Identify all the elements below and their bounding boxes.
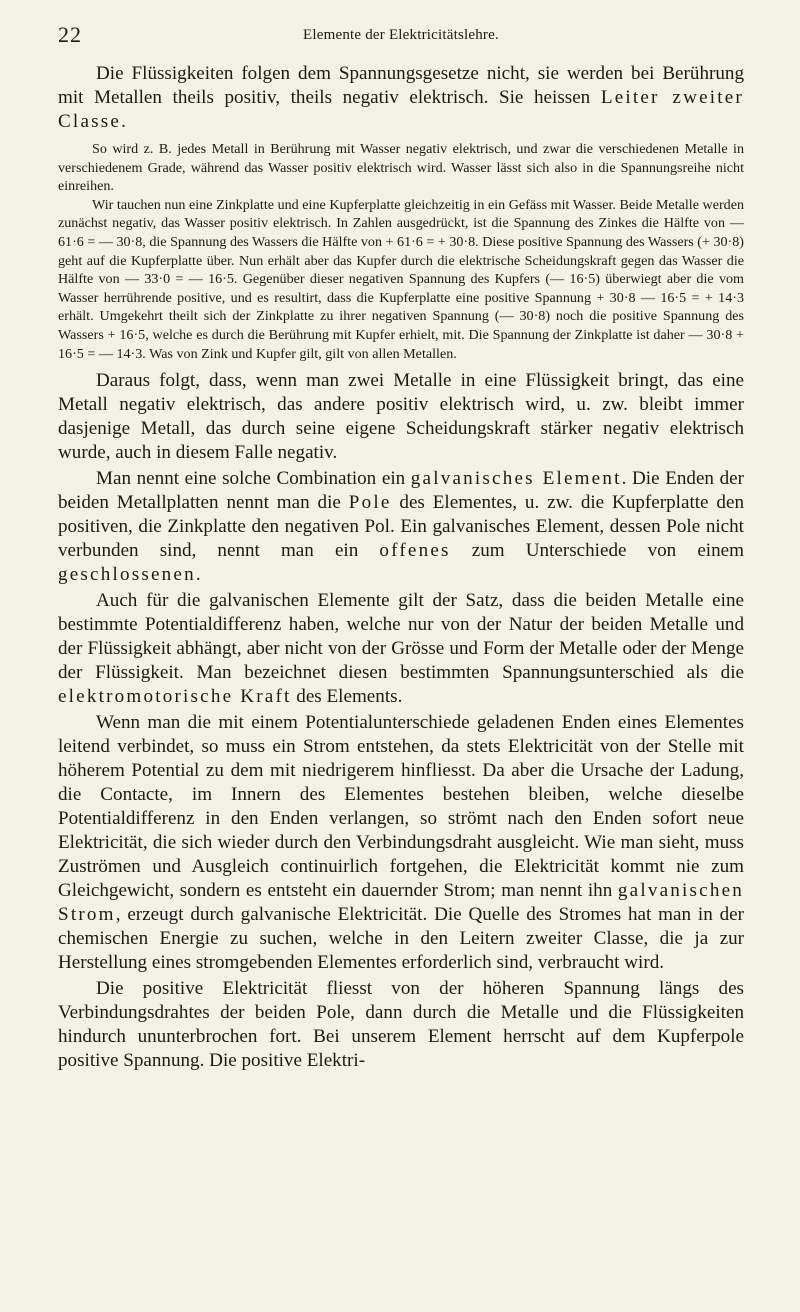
spaced-term: galvanisches Element — [410, 468, 622, 490]
paragraph-conclusion: Daraus folgt, dass, wenn man zwei Metalle in eine Flüssigkeit bringt, das eine Metall negativ elektrisch, das andere positiv elektrisch wird, u. zw. bleibt immer dasjenige Metall, das durch seine eigene Scheidungskraft stärker negativ elektrisch wurde, auch in diesem Falle negativ. — [58, 370, 744, 464]
paragraph-leiter-zweiter-classe — [58, 62, 744, 134]
spaced-term: Leiter zweiter Classe — [58, 87, 744, 132]
paragraph-text: Auch für die galvanischen Elemente gilt der Satz, dass die beiden Metalle eine bestimmte Potentialdifferenz haben, welche nur von der Natur der beiden Metalle und der Flüssigkeit abhängt, aber nicht von der Grösse und Form der Metalle oder der Menge der Flüssigkeit. Man bezeichnet diesen bestimmten Spannungsunterschied als die — [58, 590, 744, 684]
spaced-term: Pole — [348, 492, 392, 514]
running-title: Elemente der Elektricitätslehre. — [303, 27, 499, 43]
small-paragraph-zinc-copper-calculation: Wir tauchen nun eine Zinkplatte und eine Kupferplatte gleichzeitig in ein Gefäss mit Wasser. Beide Metalle werden zunächst negativ, das Wasser positiv elektrisch. In Zahlen ausgedrückt, ist die Spannung des Zinkes die Hälfte von — 61·6 = — 30·8, die Spannung des Wassers die Hälfte von + 61·6 = + 30·8. Diese positive Spannung des Wassers (+ 30·8) geht auf die Kupferplatte über. Nun erhält aber das Kupfer durch die elektrische Scheidungskraft gegen das Wasser die Hälfte von — 33·0 = — 16·5. Gegenüber dieser negativen Spannung des Kupfers (— 16·5) überwiegt aber die vom Wasser herrührende positive, und es resultirt, dass die Kupferplatte eine positive Spannung + 30·8 — 16·5 = + 14·3 erhält. Umgekehrt theilt sich der Zinkplatte zu ihrer negativen Spannung (— 30·8) noch die positive Spannung des Wassers + 16·5, welche es durch die Berührung mit Kupfer erhielt, mit. Die Spannung der Zinkplatte ist daher — 30·8 + 16·5 = — 14·3. Was von Zink und Kupfer gilt, gilt von allen Metallen. — [58, 196, 744, 362]
paragraph-text: des Elementes, u. zw. die Kupferplatte den positiven, die Zinkplatte den negativen Pol. Ein galvanisches Element, dessen Pole nicht verbunden sind, nennt man ein — [58, 492, 744, 562]
paragraph-galvanic-element — [58, 467, 744, 587]
page-header — [58, 22, 744, 62]
paragraph-text: des Elements. — [291, 686, 403, 708]
paragraph-text: Man nennt eine solche Combination ein — [96, 468, 411, 490]
spaced-term: galvanischen Strom — [58, 880, 744, 926]
paragraph-text: zum Unterschiede von einem — [450, 540, 744, 562]
paragraph-text: . — [195, 564, 201, 586]
paragraph-text: , erzeugt durch galvanische Elektricität. Die Quelle des Stromes hat man in der chemischen Energie zu suchen, welche in den Leitern zweiter Classe, die ja zur Herstellung eines stromgebenden Elementes erforderlich sind, verbraucht wird. — [58, 904, 744, 974]
paragraph-galvanic-current — [58, 711, 744, 975]
paragraph-text: . — [121, 111, 126, 132]
small-paragraph-water-example: So wird z. B. jedes Metall in Berührung mit Wasser negativ elektrisch, und zwar die verschiedenen Metalle in verschiedenem Grade, während das Wasser positiv elektrisch wird. Wasser lässt sich also in die Spannungsreihe nicht einreihen. — [58, 141, 744, 195]
spaced-term: elektromotorische Kraft — [58, 686, 292, 708]
paragraph-text: . Die Enden der beiden Metallplatten nennt man die — [58, 468, 744, 514]
paragraph-text: Wenn man die mit einem Potentialunterschiede geladenen Enden eines Elementes leitend verbindet, so muss ein Strom entstehen, da stets Elektricität von der Stelle mit höherem Potential zu dem mit niedrigerem hinfliesst. Da aber die Ursache der Ladung, die Contacte, im Innern des Elementes bestehen bleiben, welche dieselbe Potentialdifferenz in den Enden verlangen, so strömt nach den Enden sofort neue Elektricität, die sich wieder durch den Verbindungsdraht ausgleicht. Wie man sieht, muss Zuströmen und Ausgleich continuirlich fortgehen, die Elektricität kommt nie zum Gleichgewicht, sondern es entsteht ein dauernder Strom; man nennt ihn — [58, 712, 744, 902]
spaced-term: geschlossenen — [58, 564, 196, 586]
page-number: 22 — [58, 22, 82, 47]
paragraph-current-direction: Die positive Elektricität fliesst von der höheren Spannung längs des Verbindungsdrahtes der beiden Pole, dann durch die Metalle und die Flüssigkeiten hindurch ununterbrochen fort. Bei unserem Element herrscht auf dem Kupferpole positive Spannung. Die positive Elektri- — [58, 978, 744, 1072]
spaced-term: offenes — [379, 540, 451, 562]
paragraph-text: Die Flüssigkeiten folgen dem Spannungsgesetze nicht, sie werden bei Berührung mit Metallen theils positiv, theils negativ elektrisch. Sie heissen — [58, 63, 744, 108]
paragraph-electromotive-force — [58, 589, 744, 709]
